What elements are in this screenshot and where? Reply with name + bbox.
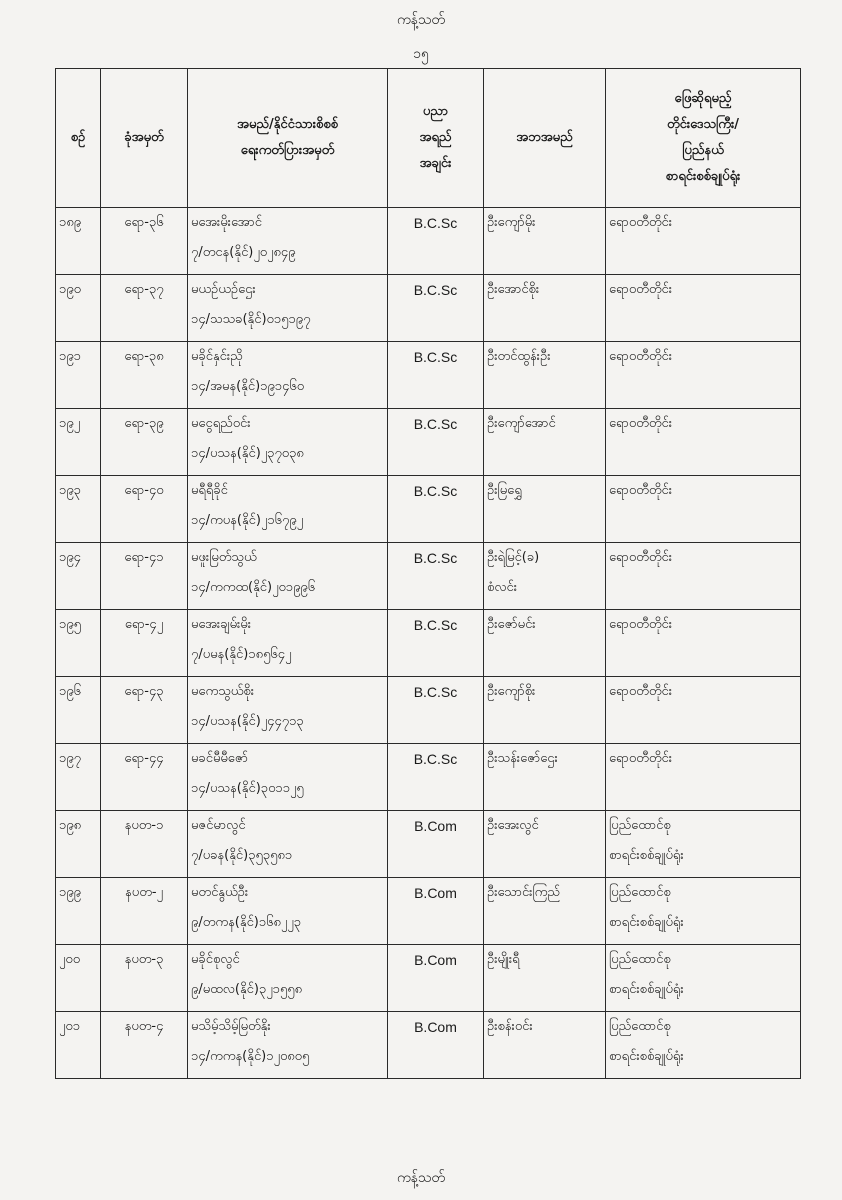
cell-degree — [388, 610, 484, 677]
header-text-line: ပညာ — [422, 104, 449, 119]
header-text-line: ရေးကတ်ပြားအမှတ် — [240, 143, 335, 158]
exam-office: စာရင်းစစ်ချုပ်ရုံး — [609, 1049, 684, 1064]
cell-serial — [56, 811, 101, 878]
nrc-number: ၉/တကန(နိုင်)၁၆၈၂၂၃ — [191, 915, 302, 930]
cell-father — [484, 409, 606, 476]
roll-number: ရော-၃၆ — [124, 215, 164, 230]
exam-office: ရော၀တီတိုင်း — [609, 617, 673, 632]
serial-number: ၁၈၉ — [59, 215, 82, 230]
exam-office: စာရင်းစစ်ချုပ်ရုံး — [609, 848, 684, 863]
header-text-line: အရည် — [419, 130, 452, 145]
cell-office — [606, 610, 801, 677]
candidate-name: မခိုင်နှင်းညို — [191, 349, 243, 364]
cell-roll — [101, 275, 188, 342]
cell-degree — [388, 208, 484, 275]
nrc-number: ၇/ပမန(နိုင်)၁၈၅၆၄၂ — [191, 647, 292, 662]
cell-name-nrc — [188, 1012, 388, 1079]
table-row — [56, 945, 801, 1012]
header-text-line: ပြည်နယ် — [682, 143, 724, 158]
candidate-name: မခင်မီမီဇော် — [191, 751, 248, 766]
father-name: စံလင်း — [487, 580, 518, 595]
cell-serial — [56, 409, 101, 476]
header-text-line: စဉ် — [70, 130, 86, 145]
cell-father — [484, 610, 606, 677]
roll-number: ရော-၄၃ — [124, 684, 164, 699]
cell-roll — [101, 543, 188, 610]
cell-serial — [56, 275, 101, 342]
serial-number: ၁၉၆ — [59, 684, 81, 699]
cell-degree — [388, 677, 484, 744]
header-roll-number — [101, 69, 188, 208]
roll-number: ရော-၃၉ — [124, 416, 164, 431]
cell-roll — [101, 811, 188, 878]
exam-office: ပြည်ထောင်စု — [609, 952, 671, 967]
table-row — [56, 677, 801, 744]
cell-name-nrc — [188, 342, 388, 409]
cell-roll — [101, 610, 188, 677]
candidate-name: မခိုင်စုလွင် — [191, 952, 240, 967]
cell-office — [606, 811, 801, 878]
cell-roll — [101, 208, 188, 275]
candidate-table — [55, 68, 801, 1079]
cell-degree — [388, 1012, 484, 1079]
serial-number: ၁၉၁ — [59, 349, 81, 364]
cell-serial — [56, 610, 101, 677]
cell-roll — [101, 342, 188, 409]
candidate-name: မရီရီခိုင် — [191, 483, 228, 498]
cell-serial — [56, 744, 101, 811]
nrc-number: ၇/တငန(နိုင်)၂၀၂၈၄၉ — [191, 245, 296, 260]
exam-office: ရော၀တီတိုင်း — [609, 282, 673, 297]
degree: B.C.Sc — [413, 416, 458, 432]
roll-number: ရော-၃၈ — [124, 349, 164, 364]
nrc-number: ၁၄/ကကန(နိုင်)၁၂၀၈၀၅ — [191, 1049, 310, 1064]
header-text-line: အဘအမည် — [516, 130, 573, 145]
candidate-name: မသိမ့်သိမ့်မြတ်နိုး — [191, 1019, 271, 1034]
cell-degree — [388, 878, 484, 945]
cell-degree — [388, 744, 484, 811]
serial-number: ၂၀၁ — [59, 1019, 81, 1034]
table-row — [56, 1012, 801, 1079]
exam-office: ရော၀တီတိုင်း — [609, 751, 673, 766]
candidate-name: မငွေရည်ဝင်း — [191, 416, 251, 431]
exam-office: ရော၀တီတိုင်း — [609, 416, 673, 431]
header-text-line: တိုင်းဒေသကြီး/ — [666, 117, 740, 132]
header-serial — [56, 69, 101, 208]
cell-office — [606, 342, 801, 409]
header-name-nrc — [188, 69, 388, 208]
page-number: ၁၅ — [413, 46, 429, 62]
degree: B.C.Sc — [413, 215, 458, 231]
cell-name-nrc — [188, 208, 388, 275]
degree: B.C.Sc — [413, 483, 458, 499]
nrc-number: ၁၄/အမန(နိုင်)၁၉၁၄၆၀ — [191, 379, 305, 394]
degree: B.C.Sc — [413, 617, 458, 633]
cell-father — [484, 208, 606, 275]
father-name: ဦးမျိုးရီ — [487, 952, 520, 967]
roll-number: ရော-၄၂ — [124, 617, 164, 632]
cell-name-nrc — [188, 744, 388, 811]
serial-number: ၁၉၀ — [59, 282, 81, 297]
father-name: ဦးအေးလွင် — [487, 818, 539, 833]
cell-roll — [101, 677, 188, 744]
exam-office: ပြည်ထောင်စု — [609, 1019, 671, 1034]
father-name: ဦးသောင်းကြည် — [487, 885, 560, 900]
degree: B.Com — [414, 952, 457, 968]
candidate-name: မအေးမိုးအောင် — [191, 215, 262, 230]
father-name: ဦးကျော်အောင် — [487, 416, 556, 431]
nrc-number: ၁၄/သသခ(နိုင်)၀၁၅၁၉၇ — [191, 312, 311, 327]
header-text-line: ဖြေဆိုရမည့် — [674, 91, 732, 106]
cell-name-nrc — [188, 945, 388, 1012]
cell-serial — [56, 878, 101, 945]
header-exam-office — [606, 69, 801, 208]
father-name: ဦးဇော်မင်း — [487, 617, 536, 632]
cell-office — [606, 744, 801, 811]
cell-office — [606, 543, 801, 610]
cell-office — [606, 409, 801, 476]
table-row — [56, 878, 801, 945]
cell-father — [484, 275, 606, 342]
degree: B.C.Sc — [413, 282, 458, 298]
cell-degree — [388, 342, 484, 409]
cell-roll — [101, 1012, 188, 1079]
nrc-number: ၁၄/ပသန(နိုင်)၂၄၄၇၁၃ — [191, 714, 304, 729]
table-row — [56, 342, 801, 409]
degree: B.Com — [414, 885, 457, 901]
header-text-line: အချင်း — [419, 156, 452, 171]
cell-roll — [101, 945, 188, 1012]
header-text-line: စာရင်းစစ်ချုပ်ရုံး — [665, 169, 741, 184]
father-name: ဦးကျော်မိုး — [487, 215, 536, 230]
cell-degree — [388, 945, 484, 1012]
cell-name-nrc — [188, 476, 388, 543]
candidate-name: မဇင်မာလွင် — [191, 818, 246, 833]
roll-number: ရော-၃၇ — [124, 282, 164, 297]
cell-roll — [101, 476, 188, 543]
nrc-number: ၇/ပခန(နိုင်)၃၅၃၅၈၁ — [191, 848, 293, 863]
cell-degree — [388, 476, 484, 543]
father-name: ဦးမြရွှေ — [487, 483, 522, 498]
serial-number: ၁၉၂ — [59, 416, 81, 431]
nrc-number: ၁၄/ပသန(နိုင်)၃၀၁၁၂၅ — [191, 781, 304, 796]
header-text-line: အမည်/နိုင်ငံသားစိစစ် — [237, 117, 338, 132]
table-row — [56, 409, 801, 476]
cell-name-nrc — [188, 543, 388, 610]
cell-degree — [388, 275, 484, 342]
nrc-number: ၁၄/ကပန(နိုင်)၂၁၆၇၉၂ — [191, 513, 303, 528]
exam-office: ပြည်ထောင်စု — [609, 885, 671, 900]
serial-number: ၁၉၃ — [59, 483, 81, 498]
restricted-header: ကန့်သတ် — [396, 12, 446, 28]
cell-father — [484, 878, 606, 945]
exam-office: ရော၀တီတိုင်း — [609, 215, 673, 230]
table-row — [56, 610, 801, 677]
cell-father — [484, 1012, 606, 1079]
cell-roll — [101, 878, 188, 945]
degree: B.Com — [414, 818, 457, 834]
serial-number: ၁၉၇ — [59, 751, 81, 766]
cell-serial — [56, 677, 101, 744]
cell-name-nrc — [188, 811, 388, 878]
serial-number: ၁၉၄ — [59, 550, 81, 565]
cell-office — [606, 677, 801, 744]
cell-serial — [56, 543, 101, 610]
nrc-number: ၁၄/ပသန(နိုင်)၂၃၇၀၃၈ — [191, 446, 304, 461]
serial-number: ၂၀၀ — [59, 952, 81, 967]
table-row — [56, 476, 801, 543]
father-name: ဦးသန်းဇော်ဌေး — [487, 751, 558, 766]
cell-name-nrc — [188, 610, 388, 677]
degree: B.C.Sc — [413, 349, 458, 365]
cell-serial — [56, 945, 101, 1012]
header-qualification — [388, 69, 484, 208]
father-name: ဦးရဲမြင့်(ခ) — [487, 550, 540, 565]
cell-office — [606, 878, 801, 945]
father-name: ဦးစန်းဝင်း — [487, 1019, 533, 1034]
cell-father — [484, 476, 606, 543]
cell-name-nrc — [188, 409, 388, 476]
table-row — [56, 543, 801, 610]
table-header-row — [56, 69, 801, 208]
roll-number: နပတ-၁ — [124, 818, 164, 833]
cell-father — [484, 543, 606, 610]
cell-roll — [101, 744, 188, 811]
roll-number: ရော-၄၀ — [124, 483, 164, 498]
father-name: ဦးအောင်စိုး — [487, 282, 540, 297]
cell-roll — [101, 409, 188, 476]
serial-number: ၁၉၈ — [59, 818, 82, 833]
degree: B.C.Sc — [413, 684, 458, 700]
serial-number: ၁၉၅ — [59, 617, 81, 632]
cell-serial — [56, 342, 101, 409]
roll-number: ရော-၄၄ — [124, 751, 164, 766]
candidate-name: မကေသွယ်စိုး — [191, 684, 255, 699]
cell-father — [484, 744, 606, 811]
candidate-name: မဖူးမြတ်သွယ် — [191, 550, 257, 565]
degree: B.Com — [414, 1019, 457, 1035]
exam-office: ရော၀တီတိုင်း — [609, 684, 673, 699]
roll-number: ရော-၄၁ — [124, 550, 164, 565]
roll-number: နပတ-၂ — [125, 885, 163, 900]
cell-father — [484, 811, 606, 878]
cell-office — [606, 275, 801, 342]
cell-office — [606, 476, 801, 543]
cell-name-nrc — [188, 878, 388, 945]
nrc-number: ၉/မထလ(နိုင်)၃၂၁၅၅၈ — [191, 982, 303, 997]
cell-serial — [56, 1012, 101, 1079]
exam-office: ပြည်ထောင်စု — [609, 818, 671, 833]
candidate-name: မတင်နွယ်ဦး — [191, 885, 249, 900]
header-text-line: ခုံအမှတ် — [124, 130, 164, 145]
cell-office — [606, 945, 801, 1012]
cell-name-nrc — [188, 677, 388, 744]
nrc-number: ၁၄/ကကထ(နိုင်)၂၀၁၉၉၆ — [191, 580, 316, 595]
table-row — [56, 811, 801, 878]
candidate-name: မအေးချမ်းမိုး — [191, 617, 252, 632]
cell-degree — [388, 543, 484, 610]
exam-office: ရော၀တီတိုင်း — [609, 550, 673, 565]
serial-number: ၁၉၉ — [59, 885, 81, 900]
cell-degree — [388, 409, 484, 476]
restricted-footer: ကန့်သတ် — [396, 1170, 446, 1186]
cell-name-nrc — [188, 275, 388, 342]
exam-office: စာရင်းစစ်ချုပ်ရုံး — [609, 915, 684, 930]
roll-number: နပတ-၃ — [124, 952, 164, 967]
degree: B.C.Sc — [413, 550, 458, 566]
cell-office — [606, 208, 801, 275]
father-name: ဦးတင်ထွန်းဦး — [487, 349, 551, 364]
father-name: ဦးကျော်စိုး — [487, 684, 536, 699]
cell-degree — [388, 811, 484, 878]
cell-father — [484, 342, 606, 409]
degree: B.C.Sc — [413, 751, 458, 767]
table-row — [56, 744, 801, 811]
cell-serial — [56, 208, 101, 275]
exam-office: ရော၀တီတိုင်း — [609, 349, 673, 364]
cell-father — [484, 945, 606, 1012]
candidate-name: မယဉ်ယဉ်ဌေး — [191, 282, 256, 297]
cell-office — [606, 1012, 801, 1079]
table-row — [56, 275, 801, 342]
cell-serial — [56, 476, 101, 543]
exam-office: ရော၀တီတိုင်း — [609, 483, 673, 498]
table-row — [56, 208, 801, 275]
roll-number: နပတ-၄ — [124, 1019, 164, 1034]
cell-father — [484, 677, 606, 744]
table-body — [56, 208, 801, 1079]
exam-office: စာရင်းစစ်ချုပ်ရုံး — [609, 982, 684, 997]
header-father-name — [484, 69, 606, 208]
